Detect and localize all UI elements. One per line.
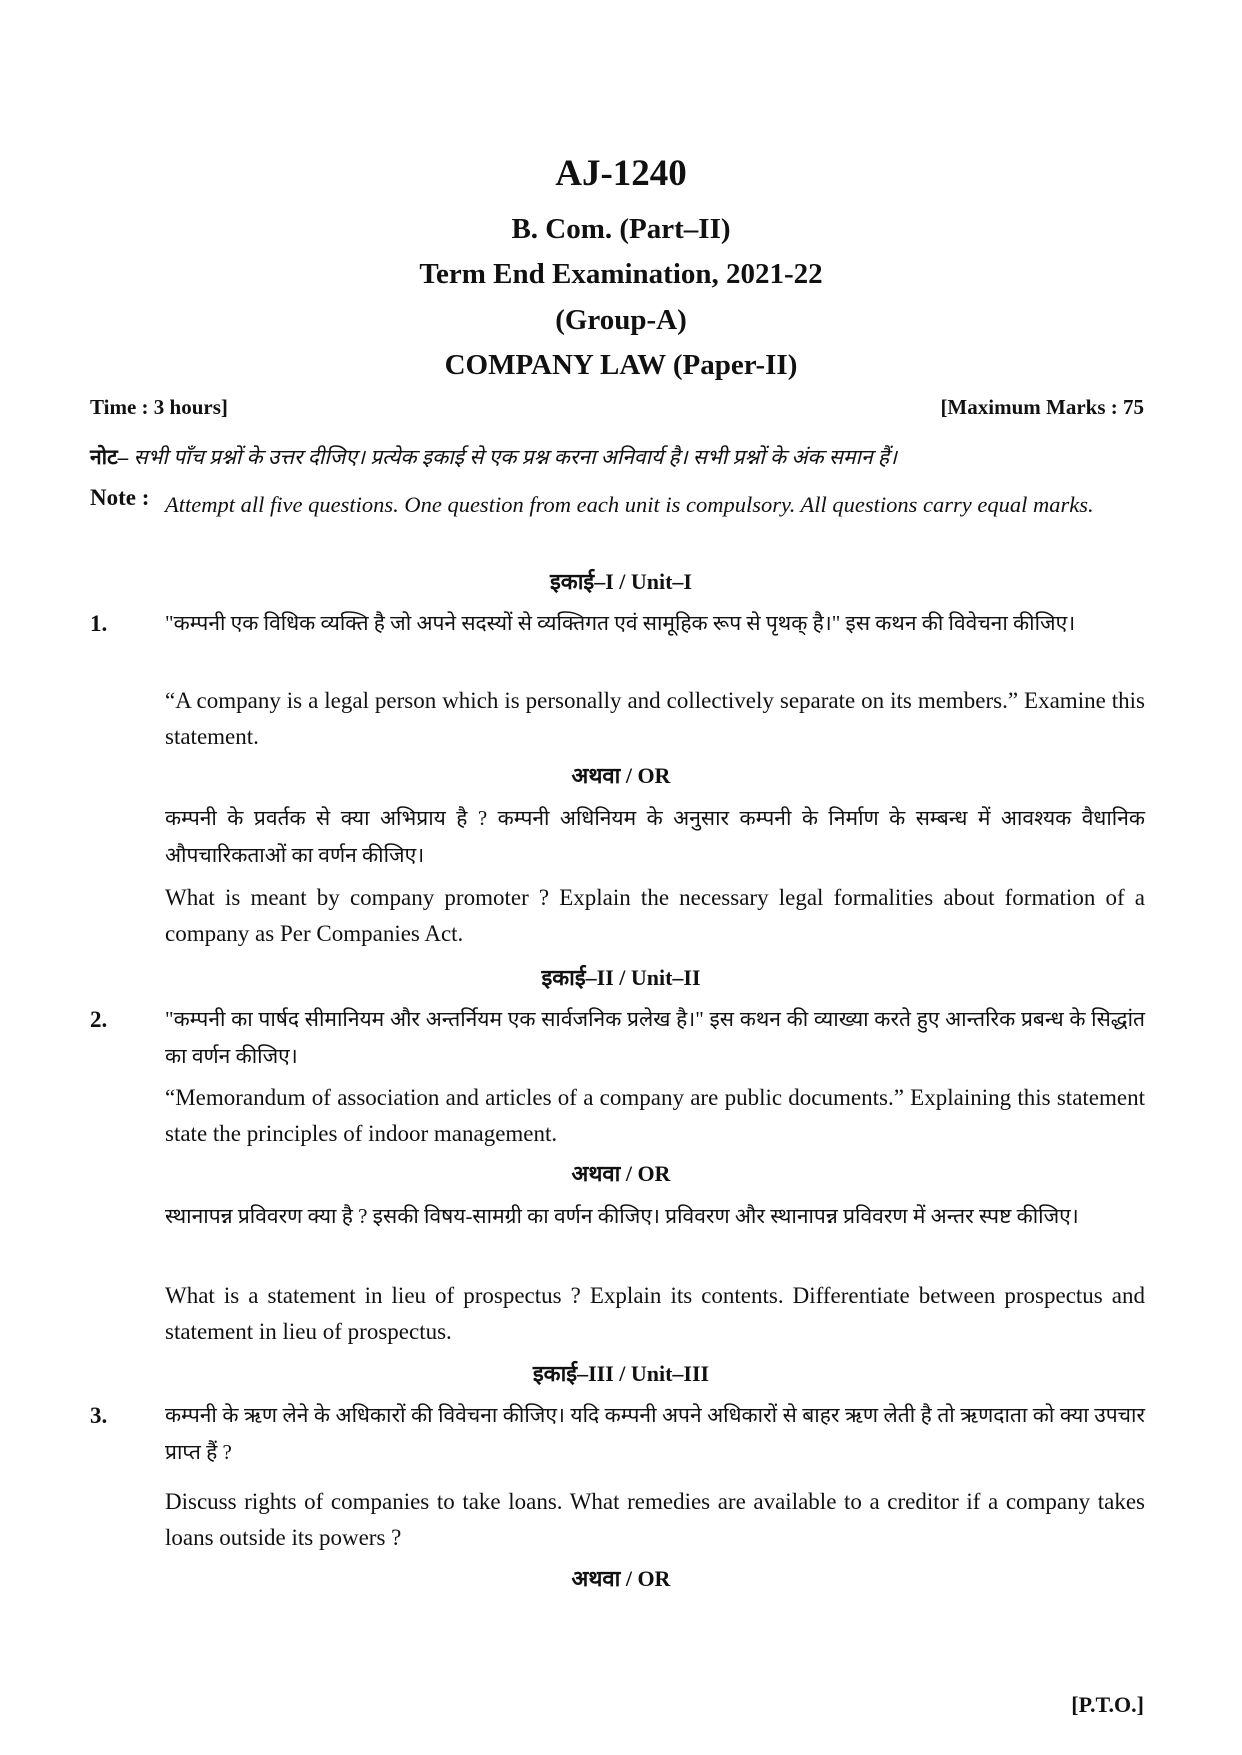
or-divider-3: अथवा / OR	[571, 1566, 671, 1591]
note-hindi-text: सभी पाँच प्रश्नों के उत्तर दीजिए। प्रत्येक इकाई से एक प्रश्न करना अनिवार्य है। सभी प्रश्नों के अंक समान हैं।	[133, 445, 897, 469]
or-divider-2: अथवा / OR	[571, 1161, 671, 1186]
exam-title: Term End Examination, 2021-22	[419, 258, 823, 290]
question-3-number: 3.	[90, 1403, 108, 1428]
question-3-english: Discuss rights of companies to take loans. What remedies are available to a creditor if a company takes loans outside its powers ?	[165, 1489, 1145, 1550]
question-1-hindi: "कम्पनी एक विधिक व्यक्ति है जो अपने सदस्यों से व्यक्तिगत एवं सामूहिक रूप से पृथक् है।" इस कथन की विवेचना कीजिए।	[165, 611, 1076, 635]
question-1-alt-english: What is meant by company promoter ? Explain the necessary legal formalities about formation of a company as Per Companies Act.	[165, 885, 1145, 946]
question-1-number: 1.	[90, 611, 108, 636]
unit-3-heading: इकाई–III / Unit–III	[532, 1361, 710, 1386]
time-allowed: Time : 3 hours]	[90, 395, 228, 419]
group-title: (Group-A)	[555, 304, 687, 336]
question-1-alt-hindi: कम्पनी के प्रवर्तक से क्या अभिप्राय है ? कम्पनी अधिनियम के अनुसार कम्पनी के निर्माण के सम्बन्ध में आवश्यक वैधानिक औपचारिकताओं का वर्णन कीजिए।	[165, 806, 1145, 867]
question-2-hindi: "कम्पनी का पार्षद सीमानियम और अन्तर्नियम एक सार्वजनिक प्रलेख है।" इस कथन की व्याख्या करते हुए आन्तरिक प्रबन्ध के सिद्धांत का वर्णन कीजिए।	[165, 1007, 1145, 1068]
please-turn-over: [P.T.O.]	[1071, 1692, 1144, 1717]
or-divider-1: अथवा / OR	[571, 763, 671, 788]
question-1-english: “A company is a legal person which is personally and collectively separate on its members.” Examine this statement.	[165, 688, 1145, 749]
note-hindi-label: नोट–	[90, 445, 129, 469]
note-hindi	[90, 443, 897, 471]
note-english-text: Attempt all five questions. One question from each unit is compulsory. All questions carry equal marks.	[165, 492, 1094, 517]
paper-code: AJ-1240	[555, 153, 687, 194]
unit-1-heading: इकाई–I / Unit–I	[550, 569, 692, 594]
course-title: B. Com. (Part–II)	[511, 213, 731, 245]
note-english-label: Note :	[90, 485, 150, 510]
unit-2-heading: इकाई–II / Unit–II	[541, 965, 701, 990]
question-3-hindi: कम्पनी के ऋण लेने के अधिकारों की विवेचना कीजिए। यदि कम्पनी अपने अधिकारों से बाहर ऋण लेती है तो ऋणदाता को क्या उपचार प्राप्त हैं ?	[165, 1403, 1145, 1464]
subject-title: COMPANY LAW (Paper-II)	[444, 349, 798, 381]
question-2-alt-english: What is a statement in lieu of prospectus ? Explain its contents. Differentiate between prospectus and statement in lieu of prospectus.	[165, 1283, 1145, 1344]
question-2-alt-hindi: स्थानापन्न प्रविवरण क्या है ? इसकी विषय-सामग्री का वर्णन कीजिए। प्रविवरण और स्थानापन्न प्रविवरण में अन्तर स्पष्ट कीजिए।	[165, 1204, 1079, 1228]
question-2-english: “Memorandum of association and articles of a company are public documents.” Explaining this statement state the principles of indoor management.	[165, 1085, 1145, 1146]
maximum-marks: [Maximum Marks : 75	[940, 395, 1144, 419]
question-2-number: 2.	[90, 1007, 108, 1032]
